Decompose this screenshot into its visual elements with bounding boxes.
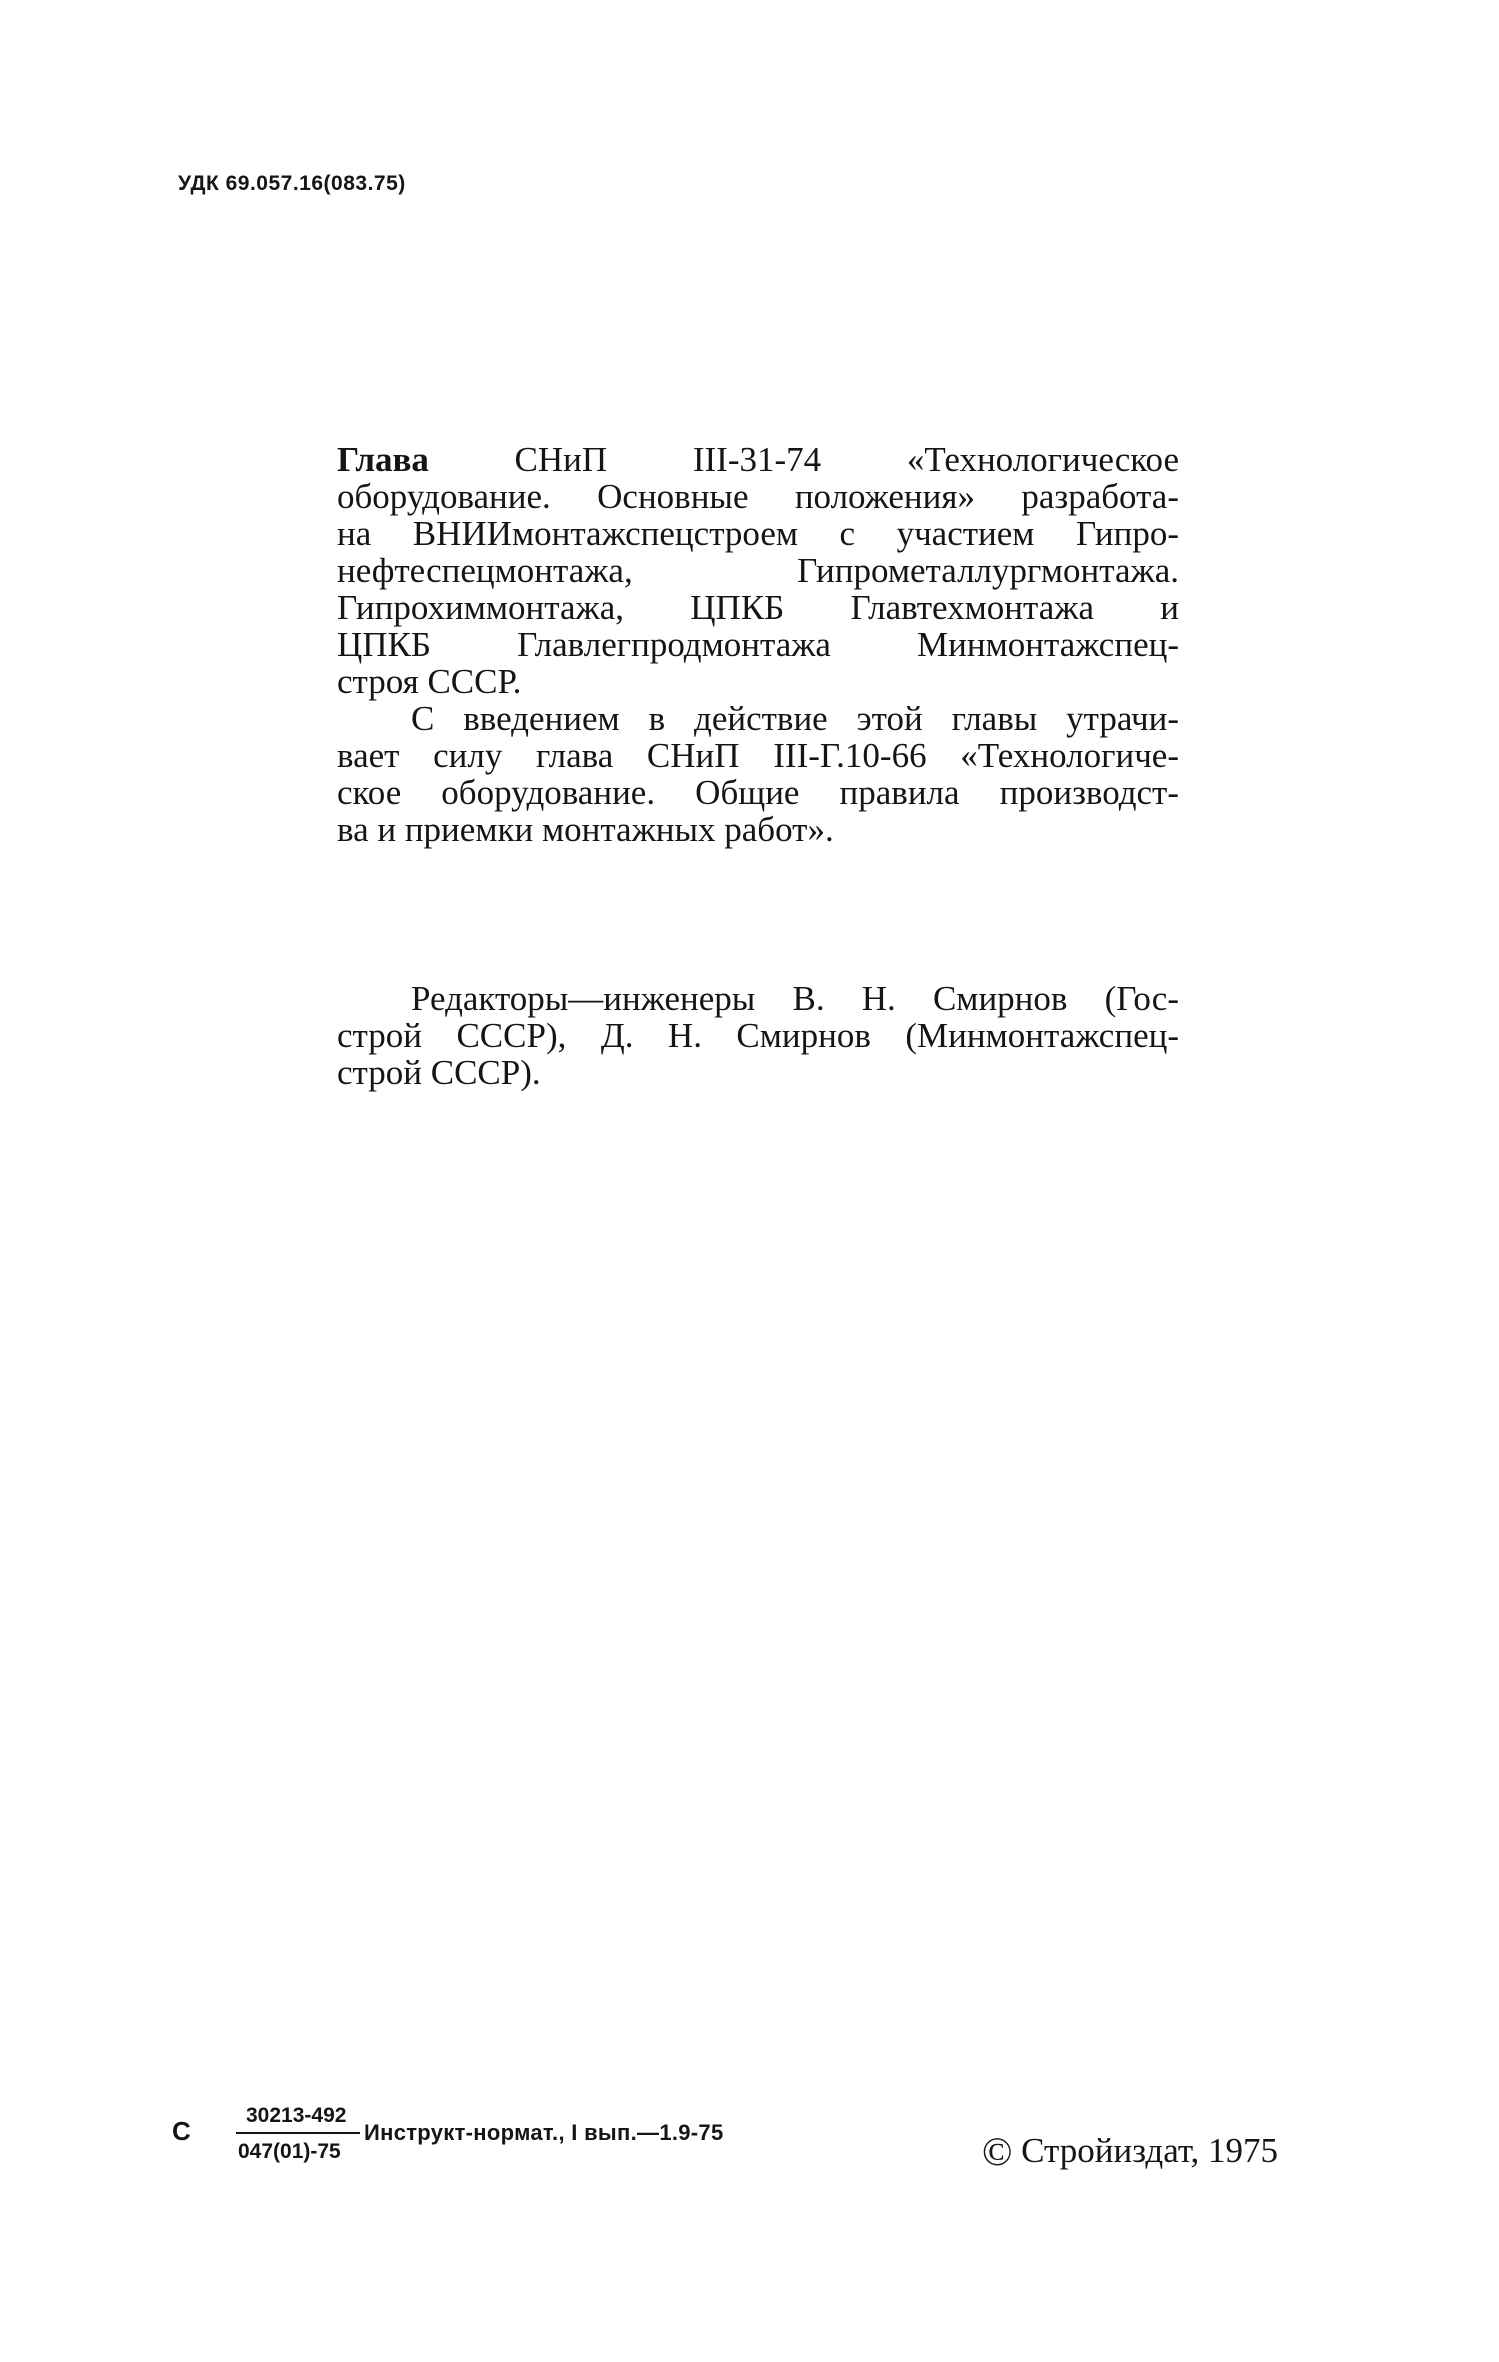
editors-paragraph	[337, 980, 1179, 1091]
publication-imprint	[172, 2098, 872, 2188]
copyright-line	[982, 2128, 1278, 2175]
intro-paragraph	[337, 441, 1179, 848]
imprint-fraction	[236, 2102, 360, 2166]
intro-line-1: Глава СНиП III-31-74 «Технологическое	[337, 440, 1179, 479]
intro-line-4: нефтеспецмонтажа, Гипрометаллургмонтажа.	[337, 551, 1179, 590]
editors-line-1: Редакторы—инженеры В. Н. Смирнов (Гос-	[411, 979, 1179, 1018]
intro-line-9: вает силу глава СНиП III-Г.10-66 «Технологиче-	[337, 736, 1179, 775]
copyright-icon: ©	[982, 2129, 1013, 2174]
copyright-text: Стройиздат, 1975	[1012, 2131, 1279, 2170]
intro-line-7: строя СССР.	[337, 662, 522, 701]
intro-line-11: ва и приемки монтажных работ».	[337, 810, 834, 849]
imprint-series: Инструкт-нормат., I вып.—1.9-75	[364, 2120, 724, 2145]
intro-line-5: Гипрохиммонтажа, ЦПКБ Главтехмонтажа и	[337, 588, 1179, 627]
udk-code: УДК 69.057.16(083.75)	[178, 172, 406, 195]
intro-line-8: С введением в действие этой главы утрачи-	[411, 699, 1179, 738]
editors-line-3: строй СССР).	[337, 1053, 541, 1092]
editors-line-2: строй СССР), Д. Н. Смирнов (Минмонтажспец-	[337, 1016, 1179, 1055]
imprint-denominator: 047(01)-75	[238, 2140, 341, 2163]
imprint-letter: С	[172, 2116, 191, 2146]
chapter-word: Глава	[337, 440, 429, 479]
fraction-bar	[236, 2132, 360, 2134]
intro-line-6: ЦПКБ Главлегпродмонтажа Минмонтажспец-	[337, 625, 1179, 664]
intro-line-3: на ВНИИмонтажспецстроем с участием Гипро-	[337, 514, 1179, 553]
imprint-numerator: 30213-492	[246, 2104, 347, 2127]
intro-line-2: оборудование. Основные положения» разработа-	[337, 477, 1179, 516]
intro-line-10: ское оборудование. Общие правила производст-	[337, 773, 1179, 812]
